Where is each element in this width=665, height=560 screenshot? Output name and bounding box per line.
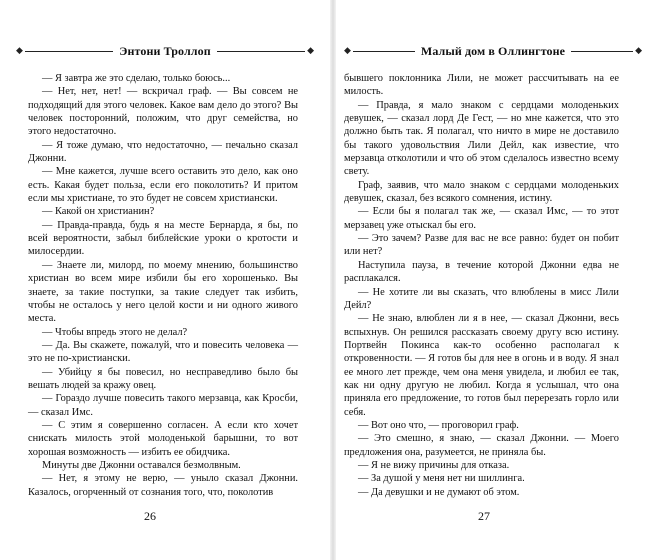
- paragraph: — Вот оно что, — проговорил граф.: [358, 419, 519, 431]
- paragraph: — За душой у меня нет ни шиллинга.: [358, 473, 525, 485]
- diamond-ornament-icon: ◆: [16, 45, 23, 56]
- left-page-number: 26: [144, 509, 156, 523]
- paragraph: Минуты две Джонни оставался безмолвным.: [42, 459, 241, 471]
- paragraph: — Я не вижу причины для отказа.: [358, 459, 510, 471]
- left-page: [0, 0, 332, 560]
- right-page-text: [344, 72, 619, 499]
- diamond-ornament-icon: ◆: [307, 45, 314, 56]
- paragraph: Граф, заявив, что мало знаком с сердцами молоденьких девушек, сказал, без всякого сомнения, истину.: [344, 179, 619, 205]
- right-running-header: [342, 40, 644, 62]
- paragraph: — Это смешно, я знаю, — сказал Джонни. — Моего предложения она, разумеется, не приняла бы.: [344, 433, 619, 458]
- paragraph: — С этим я совершенно согласен. А если кто хочет снискать милость этой молоденькой барышни, то вот хорошая возможность — избить ее обидчика.: [28, 419, 298, 458]
- paragraph: — Не знаю, влюблен ли я в нее, — сказал Джонни, весь вспыхнув. Он решился рассказать своему другу всю истину. Портвейн Покинса как-то особенно располагал к откровенности. — Я готов бы для нее в огонь и в воду. Я знал ее много лет прежде, чем она меня увидела, и любил ее так, как ни одну другую не любил. Когда я услышал, что она приняла его предложение, то готов был перерезать горло или себя.: [344, 313, 619, 418]
- paragraph: — Нет, я этому не верю, — уныло сказал Джонни. Казалось, огорченный от сознания того, что, поколотив: [28, 473, 298, 498]
- right-page: [334, 0, 665, 560]
- header-rule: [25, 51, 113, 52]
- header-rule: [571, 51, 633, 52]
- right-page-number: 27: [478, 509, 490, 523]
- paragraph: Наступила пауза, в течение которой Джонни едва не расплакался.: [344, 259, 619, 285]
- paragraph: — Это зачем? Разве для вас не все равно: будет он побит или нет?: [344, 233, 619, 258]
- paragraph: — Гораздо лучше повесить такого мерзавца, как Кросби, — сказал Имс.: [28, 393, 298, 418]
- left-running-title: Энтони Троллоп: [119, 43, 211, 58]
- paragraph: — Я тоже думаю, что недостаточно, — печально сказал Джонни.: [28, 139, 298, 165]
- right-running-title: Малый дом в Оллингтоне: [420, 43, 566, 58]
- paragraph: — Нет, нет, нет! — вскричал граф. — Вы совсем не подходящий для этого человек. Какое вам дело до этого? Вы человек посторонний, положим, что друг семейства, но этого недостаточно.: [28, 86, 298, 138]
- paragraph: — Какой он христианин?: [42, 206, 155, 218]
- paragraph: — Если бы я полагал так же, — сказал Имс, — то этот мерзавец уже отыскал бы его.: [344, 206, 619, 231]
- header-rule: [353, 51, 415, 52]
- paragraph: — Да девушки и не думают об этом.: [358, 486, 520, 498]
- paragraph: — Мне кажется, лучше всего оставить это дело, как оно есть. Какая будет польза, если его поколотить? И притом если мы христиане, то это будет не совсем христиански.: [28, 166, 298, 205]
- paragraph: — Правда-правда, будь я на месте Бернарда, я бы, по всей вероятности, забыл библейские уроки о кротости и милосердии.: [28, 219, 298, 258]
- diamond-ornament-icon: ◆: [635, 45, 643, 56]
- paragraph: — Я завтра же это сделаю, только боюсь...: [42, 73, 231, 84]
- paragraph: — Правда, я мало знаком с сердцами молоденьких девушек, — сказал лорд Де Гест, — но мне кажется, что это должно быть так. Я полагал, что ничто в мире не доставило бы такого удовольствия Лили Дейл, как известие, что мерзавца отколотили и что об этом сделалось известно всему свету.: [344, 99, 619, 178]
- paragraph: — Да. Вы скажете, пожалуй, что и повесить человека — это не по-христиански.: [28, 339, 298, 365]
- diamond-ornament-icon: ◆: [344, 45, 351, 56]
- continued-paragraph: бывшего поклонника Лили, не может рассчитывать на ее милость.: [344, 73, 619, 98]
- header-rule: [217, 51, 305, 52]
- paragraph: — Не хотите ли вы сказать, что влюблены в мисс Лили Дейл?: [344, 286, 619, 311]
- left-running-header: [14, 40, 316, 62]
- paragraph: — Убийцу я бы повесил, но несправедливо было бы вешать людей за кражу овец.: [28, 366, 298, 391]
- paragraph: — Чтобы впредь этого не делал?: [42, 326, 188, 338]
- paragraph: — Знаете ли, милорд, по моему мнению, большинство христиан во всем мире избили бы его хорошенько. Вы знаете, за такие поступки, за такие следует так избить, чтобы не осталось у негo целой кости и ни одного живого места.: [28, 259, 298, 325]
- left-page-text: [28, 72, 298, 499]
